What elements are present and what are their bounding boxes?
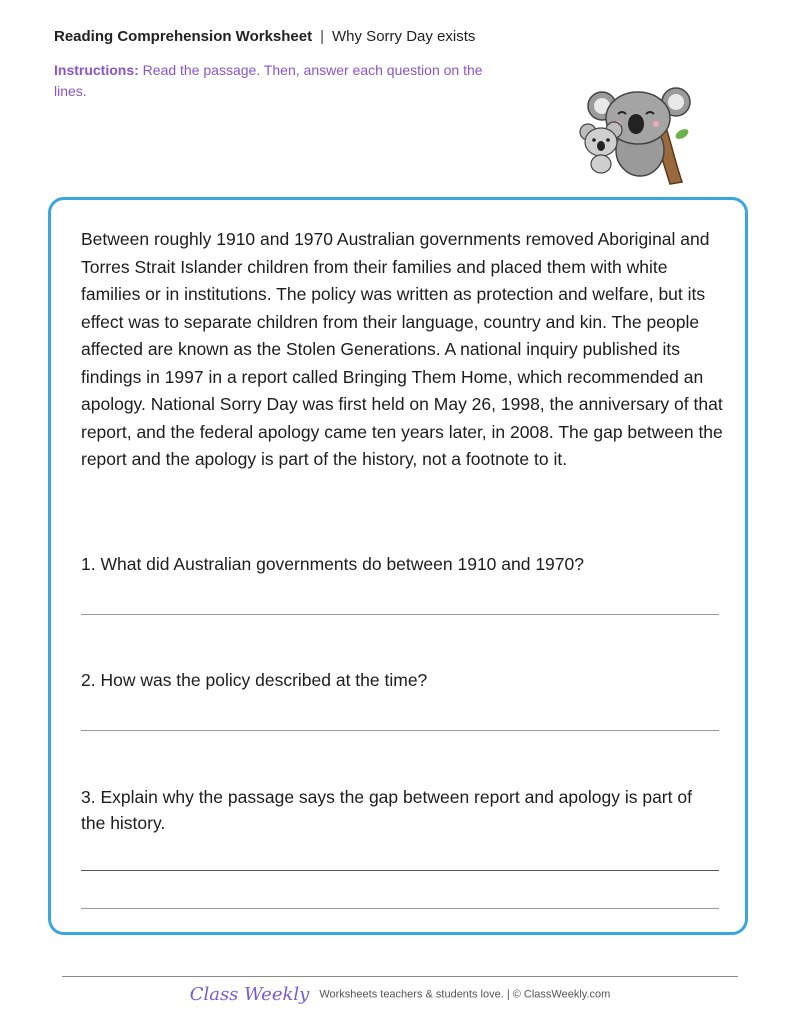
question-3: 3. Explain why the passage says the gap between report and apology is part of the history. [81,787,692,833]
answer-line-3b[interactable] [81,908,719,909]
instructions [54,60,514,102]
brand-logo: Class Weekly [189,984,310,1005]
worksheet-subtitle: Why Sorry Day exists [332,28,476,45]
footer-divider [62,976,738,977]
worksheet-title: Reading Comprehension Worksheet [54,28,313,45]
footer-tagline: Worksheets teachers & students love. | © ClassWeekly.com [319,988,611,1001]
header-separator: | [320,28,325,45]
answer-line-3a[interactable] [81,870,719,871]
answer-line-1[interactable] [81,614,719,615]
instructions-label: Instructions: [54,62,139,78]
worksheet-header [54,28,475,45]
instructions-text: Read the passage. Then, answer each question on the lines. [54,62,483,99]
koala-with-baby-on-tree-icon [574,86,698,186]
question-1: 1. What did Australian governments do between 1910 and 1970? [81,554,584,574]
reading-passage: Between roughly 1910 and 1970 Australian governments removed Aboriginal and Torres Strait Islander children from their families and placed them with white families or in institutions. The policy was written as protection and welfare, but its effect was to separate children from their language, country and kin. The people affected are known as the Stolen Generations. A national inquiry published its findings in 1997 in a report called Bringing Them Home, which recommended an apology. National Sorry Day was first held on May 26, 1998, the anniversary of that report, and the federal apology came ten years later, in 2008. The gap between the report and the apology is part of the history, not a footnote to it. [81,229,723,469]
footer [0,984,800,1005]
answer-line-2[interactable] [81,730,719,731]
question-2: 2. How was the policy described at the time? [81,670,428,690]
